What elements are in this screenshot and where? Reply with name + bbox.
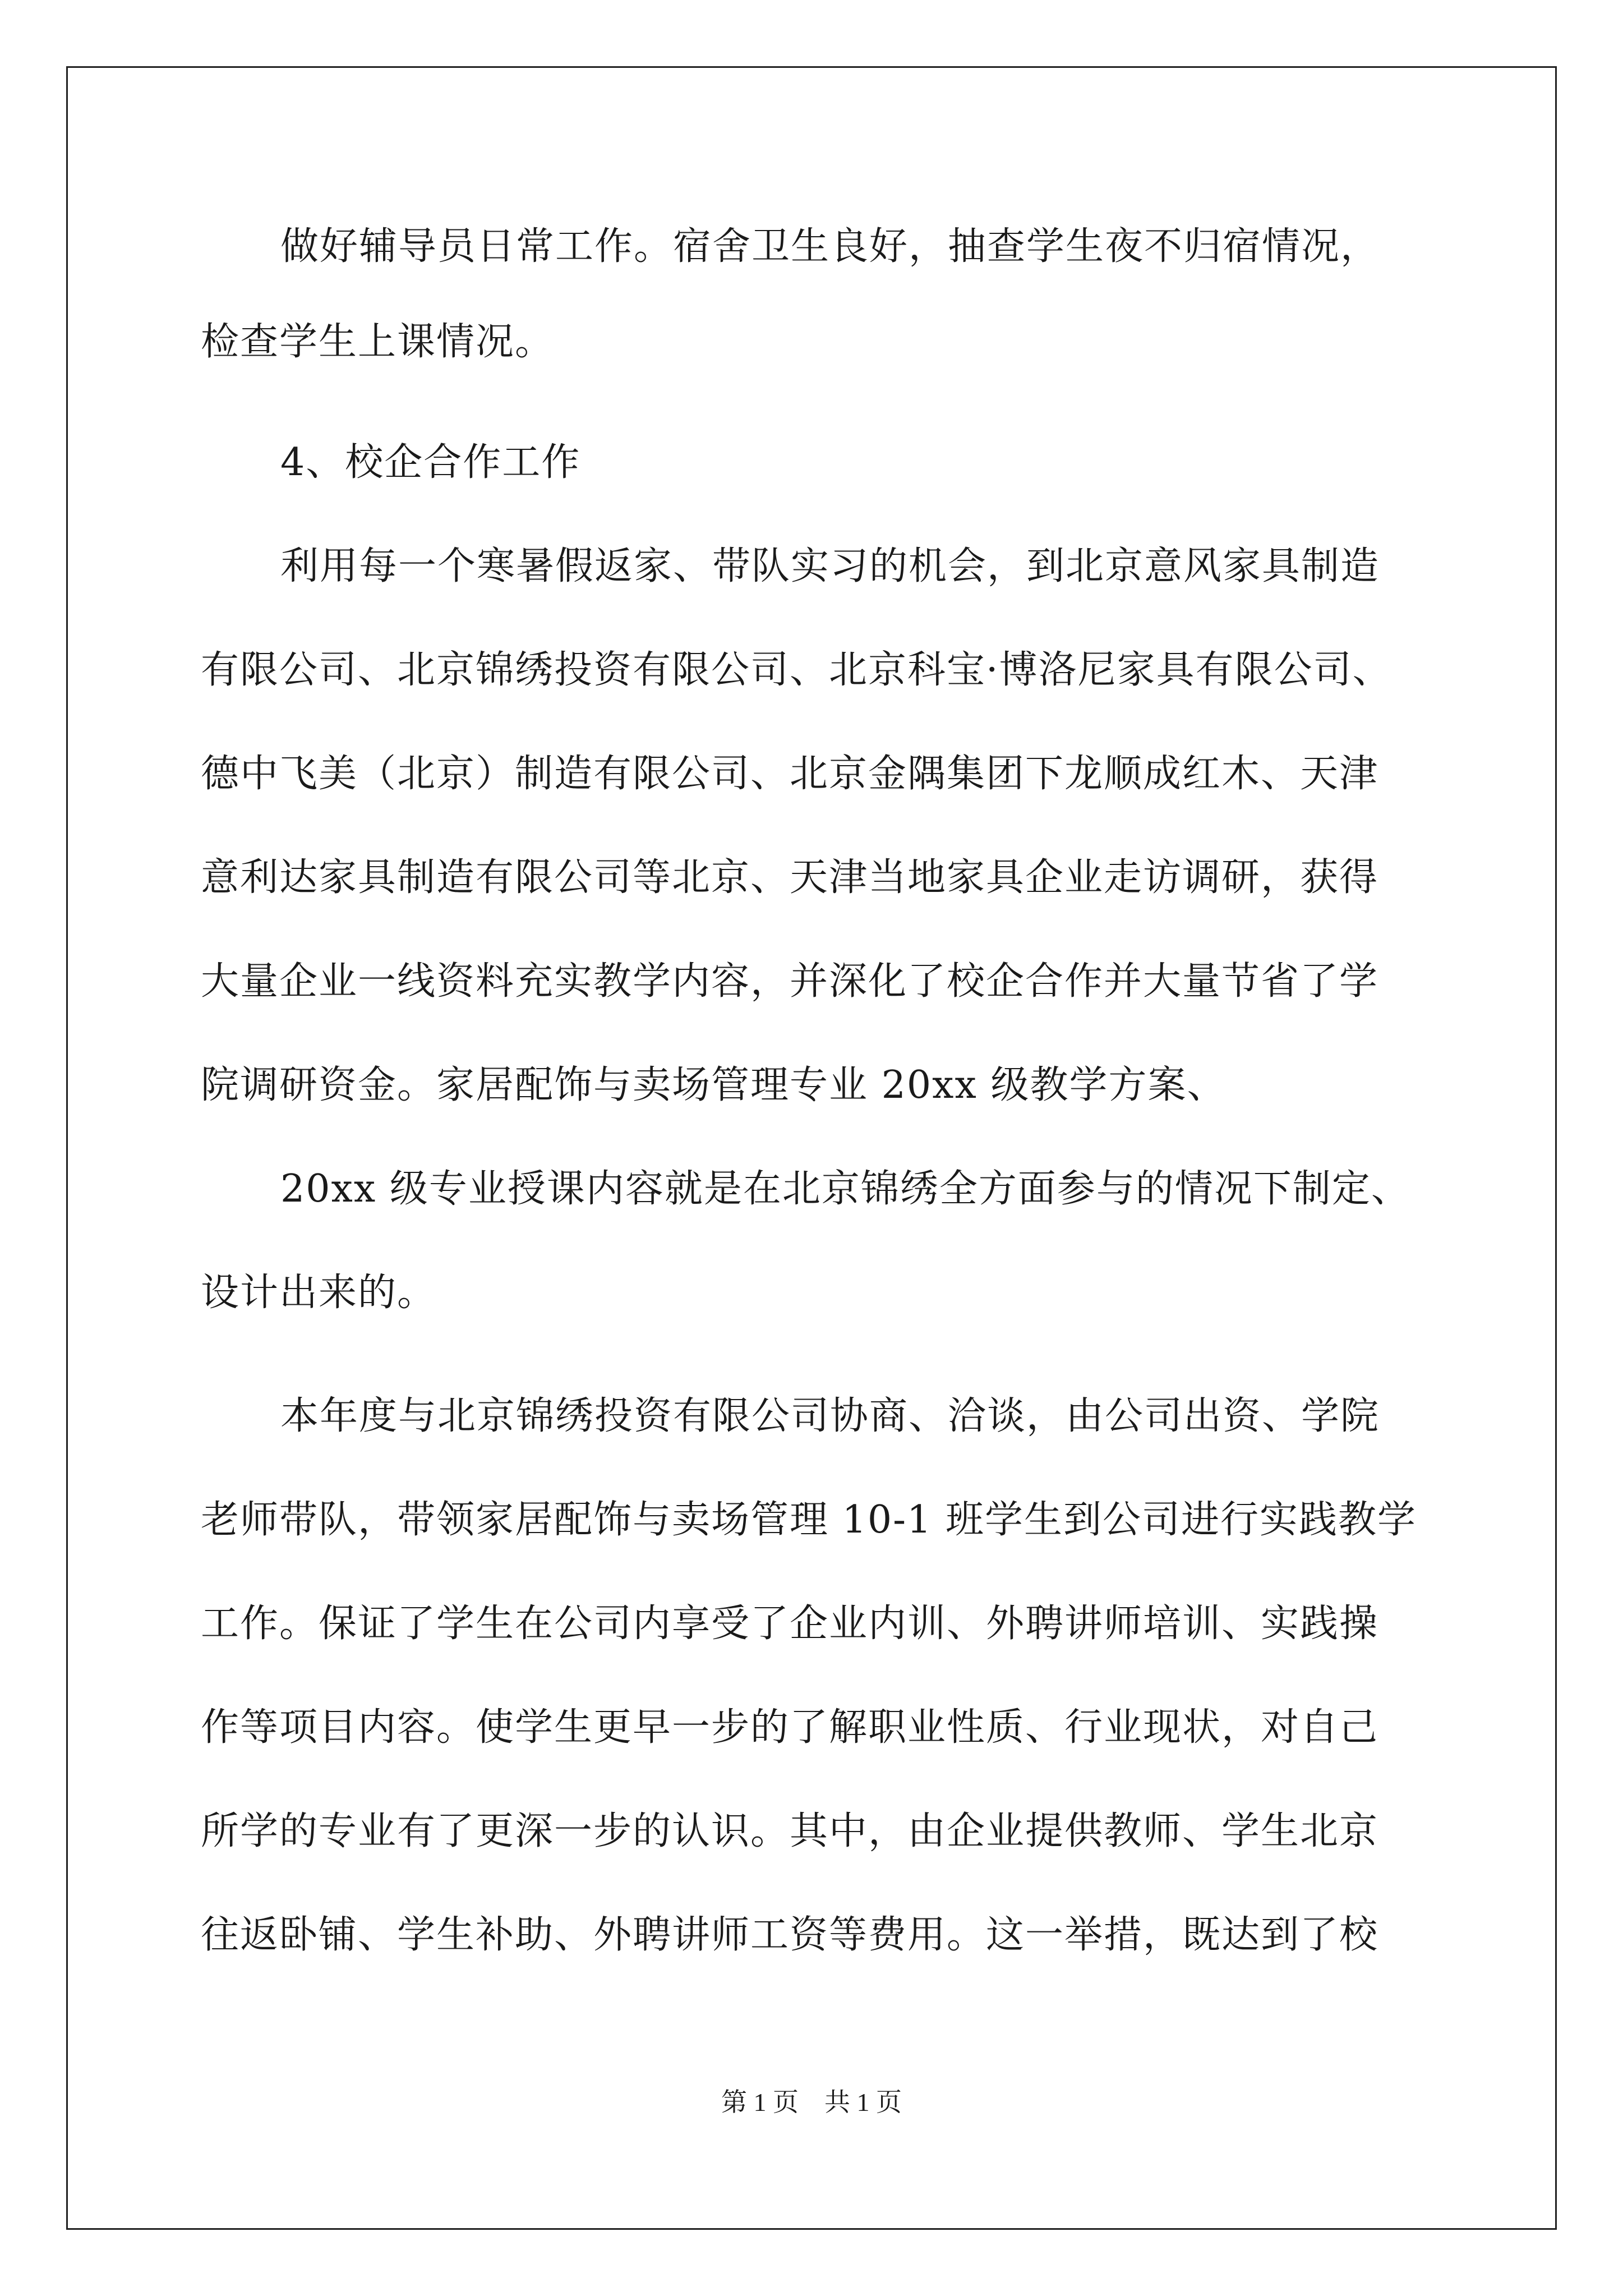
page-border xyxy=(66,66,1557,2230)
text-line: 4、校企合作工作 xyxy=(280,440,581,485)
text-line: 有限公司、北京锦绣投资有限公司、北京科宝·博洛尼家具有限公司、 xyxy=(201,648,1392,692)
text-line: 设计出来的。 xyxy=(201,1271,437,1315)
text-line: 往返卧铺、学生补助、外聘讲师工资等费用。这一举措，既达到了校 xyxy=(201,1913,1379,1957)
text-line: 20xx 级专业授课内容就是在北京锦绣全方面参与的情况下制定、 xyxy=(280,1167,1410,1211)
text-line: 所学的专业有了更深一步的认识。其中，由企业提供教师、学生北京 xyxy=(201,1809,1379,1853)
text-line: 德中飞美（北京）制造有限公司、北京金隅集团下龙顺成红木、天津 xyxy=(201,752,1379,796)
text-line: 工作。保证了学生在公司内享受了企业内训、外聘讲师培训、实践操 xyxy=(201,1602,1379,1646)
page-footer: 第 1 页 共 1 页 xyxy=(721,2088,902,2116)
text-line: 意利达家具制造有限公司等北京、天津当地家具企业走访调研，获得 xyxy=(201,855,1379,900)
text-line: 老师带队，带领家居配饰与卖场管理 10-1 班学生到公司进行实践教学 xyxy=(201,1498,1417,1542)
text-line: 利用每一个寒暑假返家、带队实习的机会，到北京意风家具制造 xyxy=(280,544,1380,588)
text-line: 作等项目内容。使学生更早一步的了解职业性质、行业现状，对自己 xyxy=(201,1705,1379,1750)
text-line: 大量企业一线资料充实教学内容，并深化了校企合作并大量节省了学 xyxy=(201,959,1379,1004)
text-line: 做好辅导员日常工作。宿舍卫生良好，抽查学生夜不归宿情况， xyxy=(280,224,1380,269)
text-line: 本年度与北京锦绣投资有限公司协商、洽谈，由公司出资、学院 xyxy=(280,1394,1380,1438)
text-line: 检查学生上课情况。 xyxy=(201,320,555,364)
text-line: 院调研资金。家居配饰与卖场管理专业 20xx 级教学方案、 xyxy=(201,1063,1227,1107)
